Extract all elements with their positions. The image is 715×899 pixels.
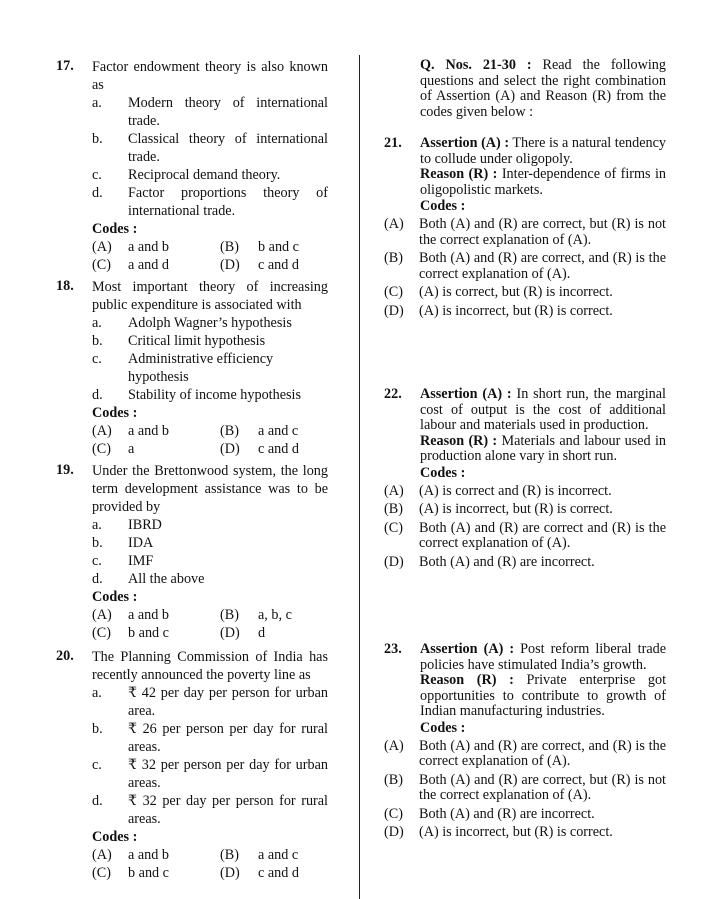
question-stem: Factor endowment theory is also known as — [92, 59, 328, 93]
question-22 — [384, 387, 666, 570]
option-b: (B) (A) is incorrect, but (R) is correct. — [384, 501, 613, 517]
option-a: (A) Both (A) and (R) are correct, but (R) is not the correct explanation of (A). — [384, 216, 666, 248]
question-number: 17. — [56, 58, 74, 74]
codes-row: (C) a and d (D) c and d — [92, 257, 299, 273]
question-19 — [56, 462, 328, 642]
codes-heading: Codes : — [92, 829, 138, 845]
option-a: a. ₹ 42 per day per person for urban area. — [92, 685, 328, 719]
question-21 — [384, 136, 666, 319]
option-c: c. IMF — [92, 553, 154, 569]
codes-row: (A) a and b (B) b and c — [92, 239, 299, 255]
option-d: (D) Both (A) and (R) are incorrect. — [384, 553, 595, 570]
codes-heading: Codes : — [92, 221, 138, 237]
option-a: (A) (A) is correct and (R) is incorrect. — [384, 482, 612, 499]
question-number: 22. — [384, 386, 402, 402]
column-divider — [359, 55, 360, 899]
question-stem: Most important theory of increasing public expenditure is associated with — [92, 279, 328, 313]
question-17 — [56, 58, 328, 274]
codes-row: (A) a and b (B) a and c — [92, 847, 299, 863]
option-d: d. All the above — [92, 571, 205, 587]
codes-heading: Codes : — [92, 405, 138, 421]
reason: Reason (R) : Inter-dependence of firms in oligopolistic markets. — [420, 166, 667, 198]
option-b: b. Critical limit hypothesis — [92, 333, 266, 349]
option-d: d. Factor proportions theory of international trade. — [92, 185, 328, 219]
option-d: (D) (A) is incorrect, but (R) is correct. — [384, 824, 613, 840]
question-20 — [56, 648, 328, 882]
question-18 — [56, 278, 328, 458]
question-number: 21. — [384, 135, 402, 151]
instructions-text: Read the following questions and select the right combination of Assertion (A) and Reason (R) from the codes given below : — [420, 57, 666, 120]
option-d: d. Stability of income hypothesis — [92, 387, 301, 403]
question-23 — [384, 642, 666, 899]
instructions-heading: Q. Nos. 21-30 : — [420, 57, 532, 73]
codes-row: (C) b and c (D) c and d — [92, 865, 299, 881]
codes-heading: Codes : — [420, 198, 466, 214]
option-d: (D) (A) is incorrect, but (R) is correct. — [384, 302, 613, 319]
option-c: c. ₹ 32 per person per day for urban areas. — [92, 757, 328, 791]
reason: Reason (R) : Private enterprise got opportunities to contribute to growth of Indian manufacturing industries. — [420, 672, 666, 719]
instructions-block — [420, 58, 666, 120]
option-b: b. ₹ 26 per person per day for rural areas. — [92, 721, 328, 755]
option-b: b. Classical theory of international trade. — [92, 131, 328, 165]
option-c: c. Administrative efficiency hypothesis — [92, 351, 274, 385]
option-d: d. ₹ 32 per day per person for rural areas. — [92, 793, 328, 827]
codes-heading: Codes : — [420, 719, 466, 736]
option-a: a. Modern theory of international trade. — [92, 95, 328, 129]
codes-row: (C) a (D) c and d — [92, 441, 299, 457]
assertion: Assertion (A) : In short run, the marginal cost of output is the cost of additional labour and materials used in production. — [420, 386, 667, 433]
codes-row: (C) b and c (D) d — [92, 625, 266, 641]
codes-row: (A) a and b (B) a and c — [92, 423, 299, 439]
option-b: (B) Both (A) and (R) are correct, but (R) is not the correct explanation of (A). — [384, 771, 666, 803]
option-a: a. Adolph Wagner’s hypothesis — [92, 315, 292, 331]
option-a: (A) Both (A) and (R) are correct, and (R) is the correct explanation of (A). — [384, 737, 666, 769]
question-number: 20. — [56, 648, 74, 664]
question-number: 18. — [56, 278, 74, 294]
option-b: (B) Both (A) and (R) are correct, and (R) is the correct explanation of (A). — [384, 250, 666, 282]
option-c: (C) Both (A) and (R) are correct and (R) is the correct explanation of (A). — [384, 519, 666, 551]
option-c: (C) Both (A) and (R) are incorrect. — [384, 805, 595, 822]
assertion: Assertion (A) : There is a natural tendency to collude under oligopoly. — [420, 135, 667, 167]
assertion: Assertion (A) : Post reform liberal trade policies have stimulated India’s growth. — [420, 642, 666, 673]
codes-heading: Codes : — [420, 464, 466, 481]
question-number: 23. — [384, 642, 402, 657]
option-b: b. IDA — [92, 535, 154, 551]
question-stem: The Planning Commission of India has recently announced the poverty line as — [92, 649, 328, 683]
option-a: a. IBRD — [92, 517, 162, 533]
question-stem: Under the Brettonwood system, the long term development assistance was to be provided by — [92, 463, 328, 515]
codes-heading: Codes : — [92, 589, 138, 605]
question-number: 19. — [56, 462, 74, 478]
codes-row: (A) a and b (B) a, b, c — [92, 607, 292, 623]
reason: Reason (R) : Materials and labour used in production alone vary in short run. — [420, 432, 666, 464]
option-c: c. Reciprocal demand theory. — [92, 167, 281, 183]
option-c: (C) (A) is correct, but (R) is incorrect. — [384, 284, 613, 300]
